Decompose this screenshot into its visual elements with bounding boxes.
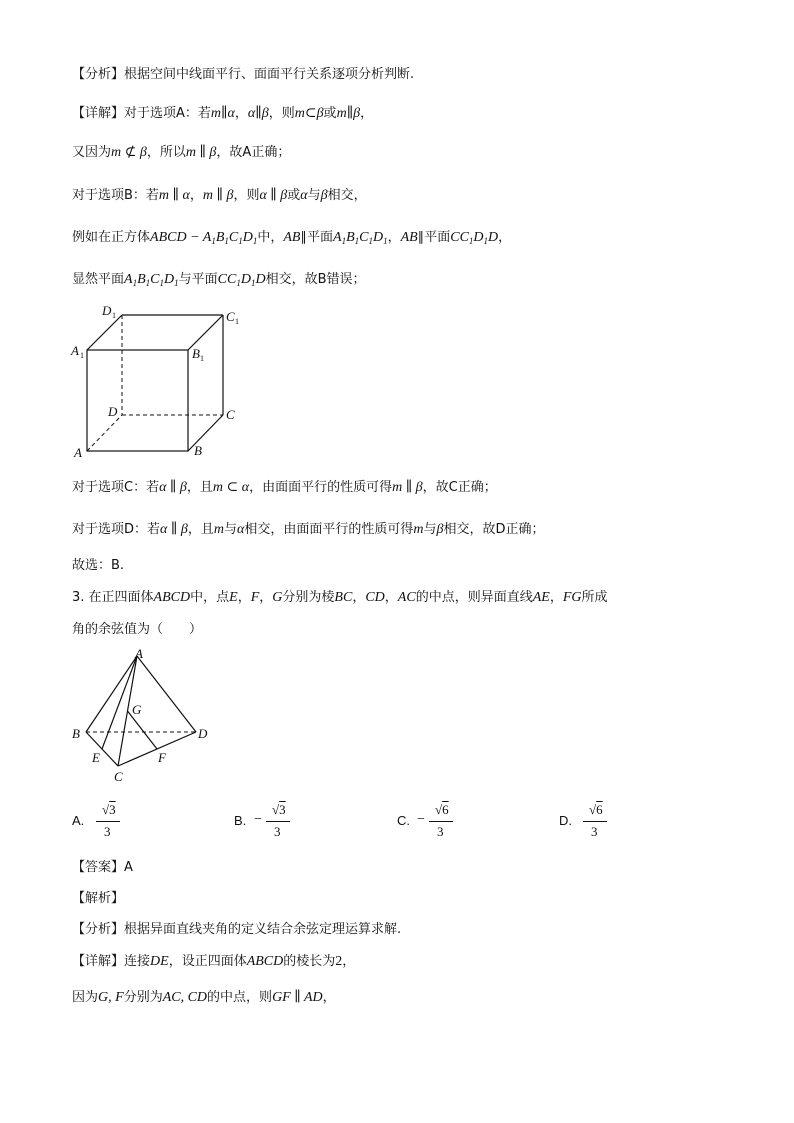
cube-label-d: D xyxy=(108,404,118,419)
svg-text:1: 1 xyxy=(80,351,84,360)
tetra-label-b: B xyxy=(72,726,80,741)
cube-label-c1: C xyxy=(226,309,235,324)
answer-choice-line: 故选：B. xyxy=(72,558,125,573)
cube-label-d1: D xyxy=(102,303,112,318)
explanation-heading: 【解析】 xyxy=(72,891,125,906)
analysis-line-1: 【分析】根据空间中线面平行、面面平行关系逐项分析判断. xyxy=(72,67,415,82)
tetra-label-f: F xyxy=(158,750,166,765)
cube-label-a: A xyxy=(74,445,82,460)
analysis-line-2: 【分析】根据异面直线夹角的定义结合余弦定理运算求解. xyxy=(72,922,402,937)
question-3-text: 3. 在正四面体ABCD中，点E，F，G分别为棱BC，CD，AC的中点，则异面直线AE，FG所成 xyxy=(72,590,608,605)
answer-line: 【答案】A xyxy=(72,860,133,875)
cube-label-b1: B xyxy=(192,346,200,361)
svg-text:1: 1 xyxy=(200,354,204,363)
tetrahedron-figure xyxy=(66,646,216,786)
detail-line-option-c: 对于选项C：若α ∥ β，且m ⊂ α，由面面平行的性质可得m ∥ β，故C正确； xyxy=(72,480,497,495)
cube-figure xyxy=(66,302,256,464)
detail-line-option-a: 【详解】对于选项A：若m∥α，α∥β，则m⊂β或m∥β， xyxy=(72,106,374,121)
cube-label-c: C xyxy=(226,407,235,422)
detail-line-q3-2: 因为G, F分别为AC, CD的中点，则GF ∥ AD， xyxy=(72,990,336,1005)
detail-line-option-b: 对于选项B：若m ∥ α，m ∥ β，则α ∥ β或α与β相交， xyxy=(72,188,367,203)
detail-line-3: 又因为m ⊄ β，所以m ∥ β，故A正确； xyxy=(72,145,291,160)
tetra-label-a: A xyxy=(135,646,143,661)
detail-line-option-d: 对于选项D：若α ∥ β，且m与α相交，由面面平行的性质可得m与β相交，故D正确； xyxy=(72,522,545,537)
svg-text:1: 1 xyxy=(235,317,239,326)
cube-label-a1: A xyxy=(71,343,79,358)
tetra-label-c: C xyxy=(114,769,123,784)
tetra-label-d: D xyxy=(198,726,208,741)
svg-text:1: 1 xyxy=(112,311,116,320)
tetra-label-g: G xyxy=(132,702,142,717)
detail-line-6: 显然平面$A_1B_1C_1D_1$与平面$CC_1D_1D$相交，故B错误； xyxy=(72,272,366,288)
detail-line-cube-example: 例如在正方体ABCD − $A_1B_1C_1D_1$中，AB∥平面$A_1B_1C_1D_1$，AB∥平面$CC_1D_1D$， xyxy=(72,230,512,246)
tetra-label-e: E xyxy=(92,750,100,765)
question-3-text-cont: 角的余弦值为（ ） xyxy=(72,622,203,637)
detail-line-q3-1: 【详解】连接DE，设正四面体ABCD的棱长为2， xyxy=(72,954,356,969)
cube-label-b: B xyxy=(194,443,202,458)
